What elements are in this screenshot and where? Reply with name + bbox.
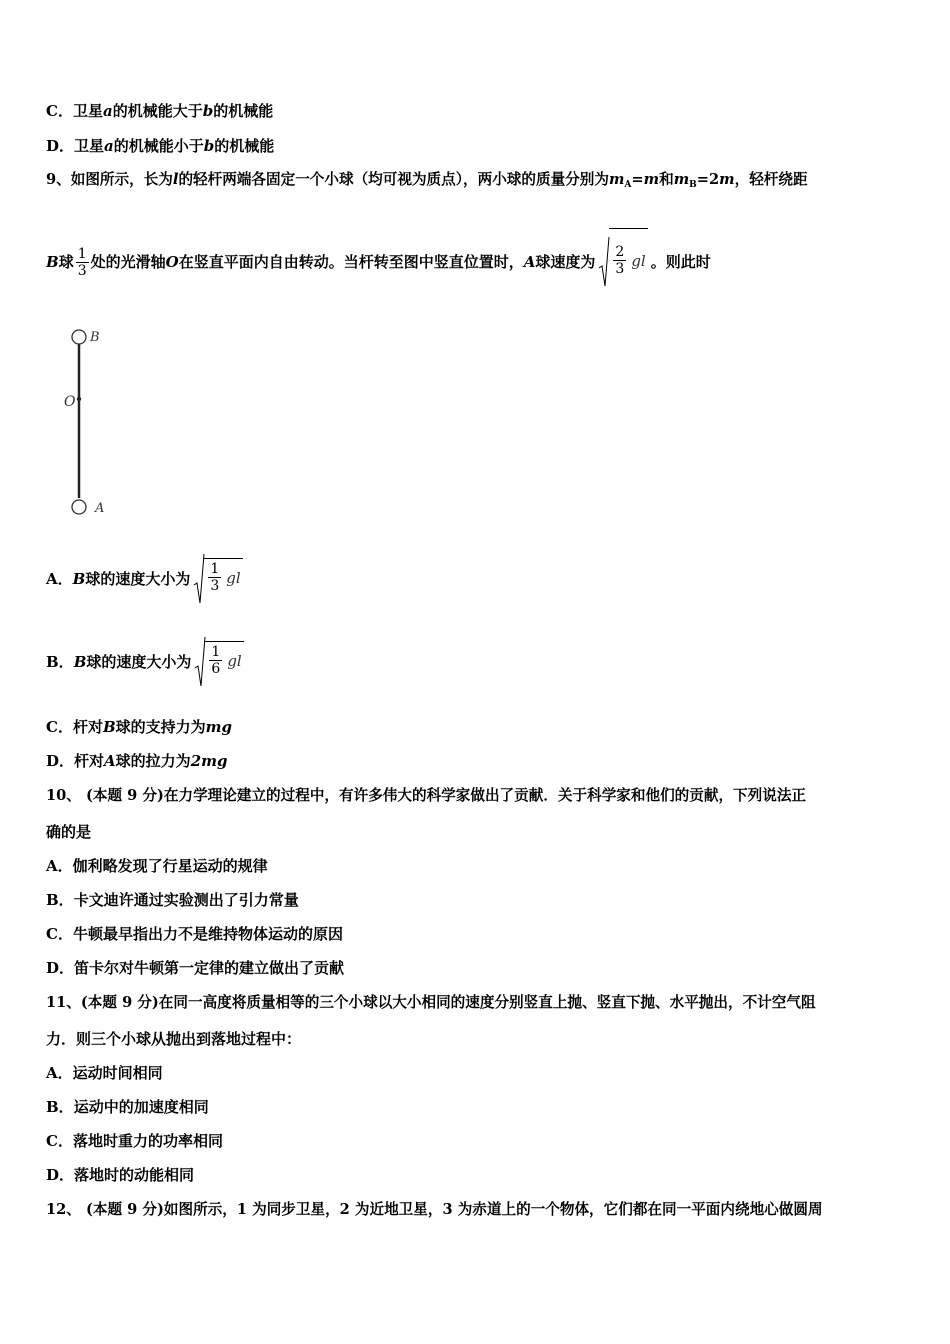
q11-option-c: C．落地时重力的功率相同	[46, 1132, 223, 1150]
q11-stem-line2: 力．则三个小球从抛出到落地过程中：	[46, 1030, 302, 1048]
option-b-sqrt: $\frac{1}{6}$ gl	[194, 636, 243, 688]
q10-option-d: D．笛卡尔对牛顿第一定律的建立做出了贡献	[46, 959, 345, 977]
q10-stem-line1: 10、 (本题 9 分)在力学理论建立的过程中，有许多伟大的科学家做出了贡献．关于科学家和他们的贡献，下列说法正	[46, 787, 807, 804]
label-o: O	[64, 394, 76, 410]
label-b: B	[90, 330, 100, 345]
q9-stem-line1: 9、如图所示，长为l的轻杆两端各固定一个小球（均可视为质点），两小球的质量分别为$m_A=m$和$m_B=2m$，轻杆绕距	[46, 171, 808, 190]
ball-a	[72, 500, 86, 514]
pivot-o	[77, 397, 81, 401]
q12-stem-line1: 12、 (本题 9 分)如图所示，1 为同步卫星，2 为近地卫星，3 为赤道上的一个物体，它们都在同一平面内绕地心做圆周	[46, 1201, 823, 1218]
rod-diagram	[40, 322, 120, 527]
q11-option-a: A．运动时间相同	[46, 1064, 163, 1082]
q10-option-c: C．牛顿最早指出力不是维持物体运动的原因	[46, 925, 343, 943]
q9-option-c: C．杆对B球的支持力为mg	[46, 718, 233, 736]
q10-stem-line2: 确的是	[46, 823, 92, 841]
q10-option-b: B．卡文迪许通过实验测出了引力常量	[46, 891, 299, 909]
q11-option-b: B．运动中的加速度相同	[46, 1098, 209, 1116]
q9-stem-line2: B 球 $\frac{1}{3}$ 处的光滑轴 O 在竖直平面内自由转动。当杆转至图中竖直位置时， A 球速度为 $\frac{2}{3}$ gl 。则此时	[46, 232, 711, 292]
q8-option-c: C．卫星a的机械能大于b的机械能	[46, 102, 274, 120]
option-a-sqrt: $\frac{1}{3}$ gl	[193, 553, 242, 605]
q9-option-a: A． B 球的速度大小为 $\frac{1}{3}$ gl	[46, 549, 246, 609]
ball-b	[72, 330, 86, 344]
q11-stem-line1: 11、(本题 9 分)在同一高度将质量相等的三个小球以大小相同的速度分别竖直上抛、竖直下抛、水平抛出，不计空气阻	[46, 994, 816, 1011]
q10-option-a: A．伽利略发现了行星运动的规律	[46, 857, 268, 875]
q11-option-d: D．落地时的动能相同	[46, 1166, 195, 1184]
q9-option-b: B． B 球的速度大小为 $\frac{1}{6}$ gl	[46, 632, 247, 692]
q9-option-d: D．杆对A球的拉力为2mg	[46, 752, 228, 770]
velocity-sqrt-expression: $\frac{2}{3}$ gl	[598, 234, 647, 291]
q8-option-d: D．卫星a的机械能小于b的机械能	[46, 137, 275, 155]
one-third-fraction: $\frac{1}{3}$	[77, 245, 87, 279]
label-a: A	[95, 501, 105, 516]
